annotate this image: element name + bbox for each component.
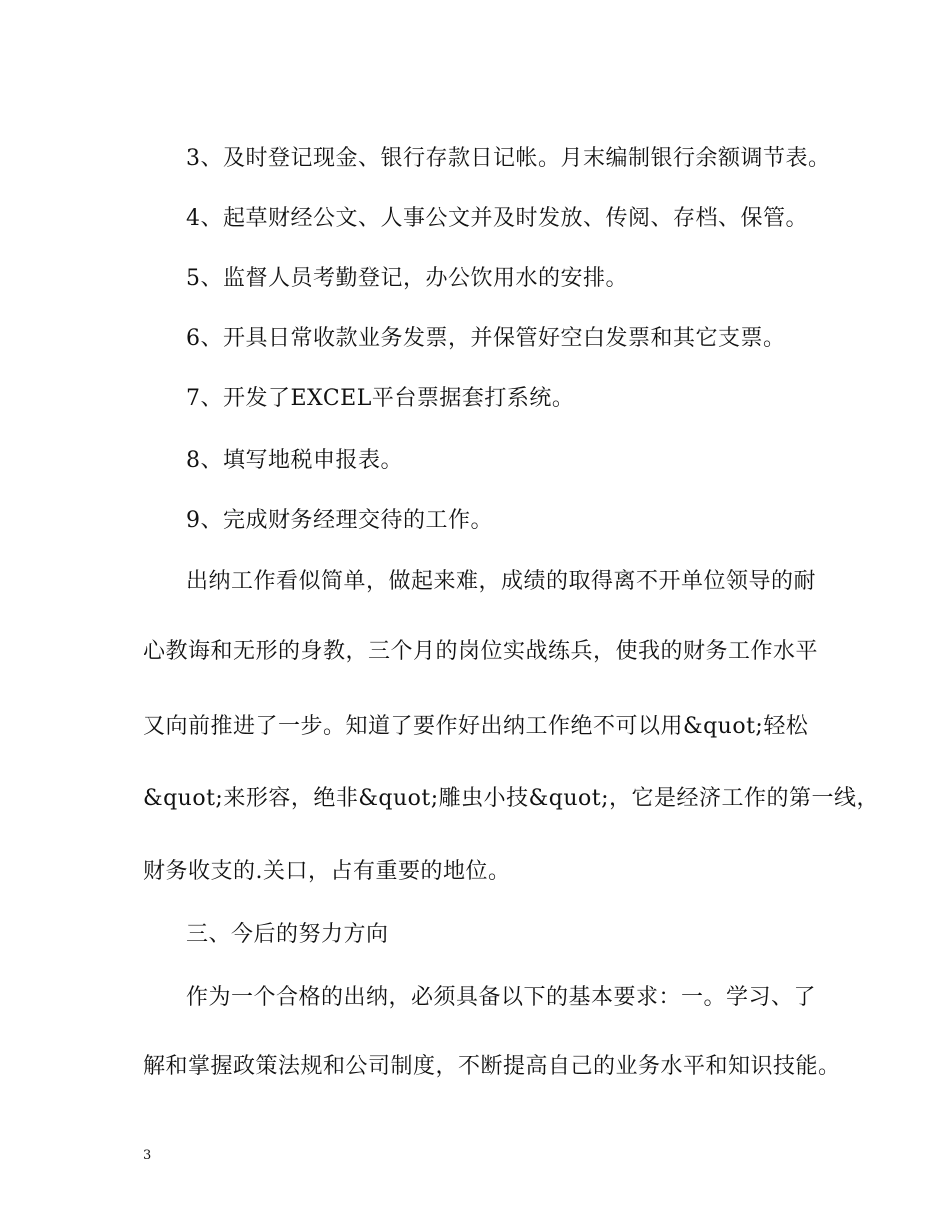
list-item-4: 4、起草财经公文、人事公文并及时发放、传阅、存档、保管。: [186, 206, 808, 231]
list-item-8: 8、填写地税申报表。: [186, 448, 403, 473]
page-number: 3: [143, 1148, 152, 1163]
list-item-6: 6、开具日常收款业务发票，并保管好空白发票和其它支票。: [186, 326, 786, 351]
paragraph-line: &quot;来形容，绝非&quot;雕虫小技&quot;，它是经济工作的第一线，: [143, 786, 880, 811]
paragraph-line: 出纳工作看似简单，做起来难，成绩的取得离不开单位领导的耐: [186, 569, 817, 594]
list-item-7: 7、开发了EXCEL平台票据套打系统。: [186, 386, 575, 411]
paragraph-line: 心教诲和无形的身教，三个月的岗位实战练兵，使我的财务工作水平: [143, 639, 819, 664]
paragraph-line: 作为一个合格的出纳，必须具备以下的基本要求：一。学习、了: [186, 985, 817, 1010]
section-heading: 三、今后的努力方向: [186, 922, 389, 947]
list-item-5: 5、监督人员考勤登记，办公饮用水的安排。: [186, 266, 628, 291]
paragraph-line: 财务收支的.关口，占有重要的地位。: [143, 859, 511, 884]
list-item-3: 3、及时登记现金、银行存款日记帐。月末编制银行余额调节表。: [186, 146, 831, 171]
paragraph-line: 解和掌握政策法规和公司制度，不断提高自己的业务水平和知识技能。: [143, 1054, 841, 1079]
paragraph-line: 又向前推进了一步。知道了要作好出纳工作绝不可以用&quot;轻松: [143, 714, 809, 739]
list-item-9: 9、完成财务经理交待的工作。: [186, 508, 493, 533]
